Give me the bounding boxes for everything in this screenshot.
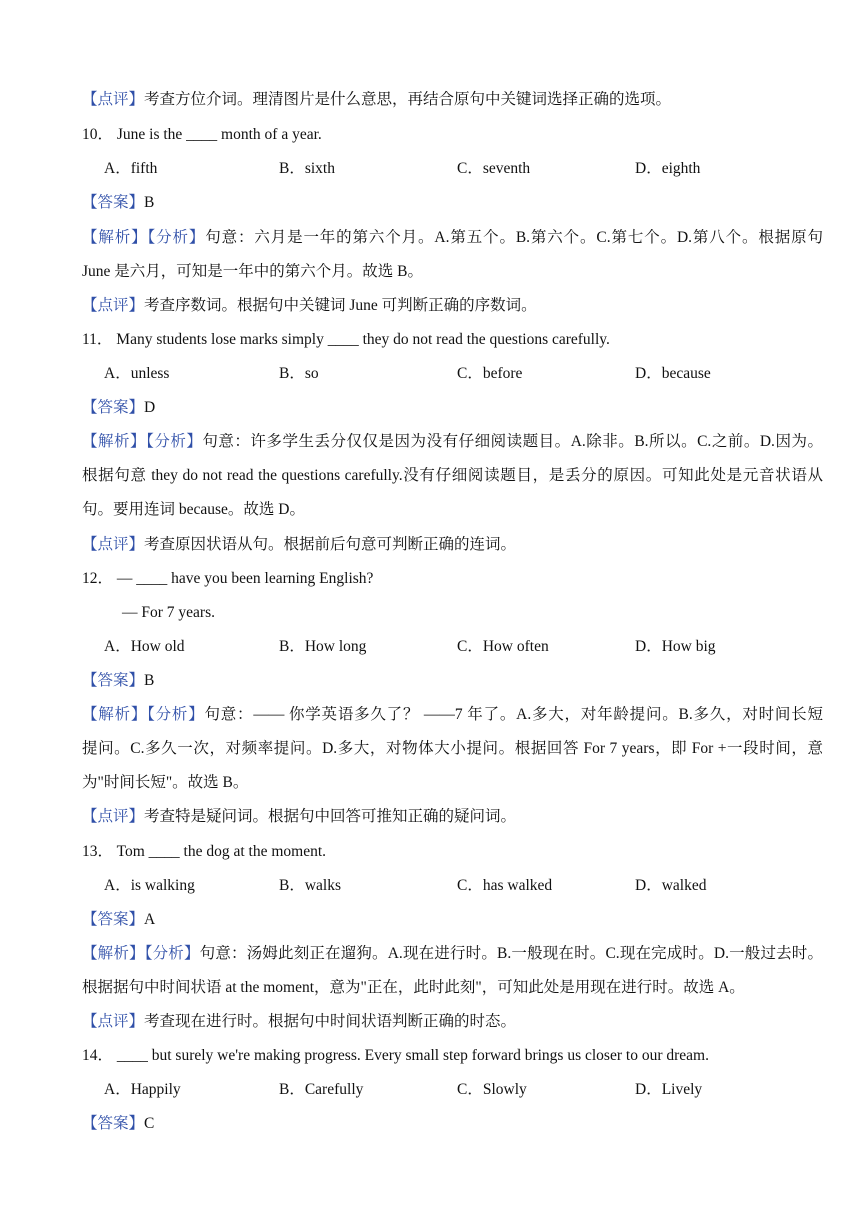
question-stem: 12． — ____ have you been learning English?: [82, 570, 374, 587]
option-d: D．walked: [635, 877, 707, 894]
answer-value: B: [144, 194, 155, 211]
question-stem: 14． ____ but surely we're making progress. Every small step forward brings us closer to our dream.: [82, 1047, 709, 1064]
option-c: C．before: [457, 365, 523, 382]
option-b: B．How long: [279, 638, 367, 655]
answer-line: [82, 910, 823, 930]
comment-line: [82, 535, 823, 555]
comment-label: 【点评】: [82, 536, 145, 553]
option-b: B．sixth: [279, 160, 335, 177]
answer-value: A: [144, 911, 156, 928]
option-d: D．Lively: [635, 1081, 703, 1098]
option-a: A．is walking: [104, 877, 195, 894]
answer-line: [82, 671, 823, 691]
analysis-label: 【解析】: [82, 229, 148, 246]
analysis-line: 提问。C.多久一次，对频率提问。D.多大，对物体大小提问。根据回答 For 7 years，即 For +一段时间，意: [82, 740, 823, 757]
analysis-line: [82, 944, 823, 964]
answer-value: D: [144, 399, 156, 416]
analysis-label: 【解析】: [82, 706, 148, 723]
answer-label: 【答案】: [82, 194, 145, 211]
answer-label: 【答案】: [82, 1115, 145, 1132]
analysis-line: 根据句意 they do not read the questions carefully.没有仔细阅读题目，是丢分的原因。可知此处是元音状语从: [82, 467, 823, 484]
comment-text: 考查现在进行时。根据句中时间状语判断正确的时态。: [144, 1013, 517, 1030]
comment-text: 考查特是疑问词。根据句中回答可推知正确的疑问词。: [144, 808, 517, 825]
answer-label: 【答案】: [82, 672, 145, 689]
option-a: A．unless: [104, 365, 170, 382]
fenxi-label: 【分析】: [146, 433, 203, 450]
option-a: A．fifth: [104, 160, 158, 177]
answer-value: C: [144, 1115, 155, 1132]
analysis-text: 句意：汤姆此刻正在遛狗。A.现在进行时。B.一般现在时。C.现在完成时。D.一般过去时。: [199, 945, 823, 962]
option-a: A．Happily: [104, 1081, 181, 1098]
option-b: B．so: [279, 365, 319, 382]
analysis-label: 【解析】: [82, 433, 147, 450]
answer-line: [82, 193, 823, 213]
answer-line: [82, 1114, 823, 1134]
analysis-line: 根据据句中时间状语 at the moment，意为"正在，此时此刻"，可知此处是用现在进行时。故选 A。: [82, 979, 745, 996]
comment-label: 【点评】: [82, 297, 145, 314]
analysis-label: 【解析】: [82, 945, 145, 962]
comment-label: 【点评】: [82, 1013, 145, 1030]
question-stem: 10． June is the ____ month of a year.: [82, 126, 322, 143]
comment-text: 考查序数词。根据句中关键词 June 可判断正确的序数词。: [144, 297, 537, 314]
analysis-text: 句意：—— 你学英语多久了？ ——7 年了。A.多大，对年龄提问。B.多久，对时间长短: [204, 706, 823, 723]
option-c: C．How often: [457, 638, 549, 655]
fenxi-label: 【分析】: [147, 229, 206, 246]
question-stem: 13． Tom ____ the dog at the moment.: [82, 843, 327, 860]
answer-value: B: [144, 672, 155, 689]
option-d: D．because: [635, 365, 711, 382]
analysis-text: 句意：六月是一年的第六个月。A.第五个。B.第六个。C.第七个。D.第八个。根据原句: [205, 229, 823, 246]
question-response: — For 7 years.: [122, 604, 215, 621]
comment-line: [82, 90, 823, 110]
answer-label: 【答案】: [82, 911, 145, 928]
analysis-text: 句意：许多学生丢分仅仅是因为没有仔细阅读题目。A.除非。B.所以。C.之前。D.因为。: [202, 433, 823, 450]
analysis-line: [82, 228, 823, 248]
option-a: A．How old: [104, 638, 185, 655]
option-c: C．Slowly: [457, 1081, 527, 1098]
answer-line: [82, 398, 823, 418]
analysis-line: June 是六月，可知是一年中的第六个月。故选 B。: [82, 263, 424, 280]
analysis-line: [82, 432, 823, 452]
analysis-line: [82, 705, 823, 725]
comment-label: 【点评】: [82, 91, 145, 108]
comment-text: 考查方位介词。理清图片是什么意思，再结合原句中关键词选择正确的选项。: [144, 91, 672, 108]
fenxi-label: 【分析】: [144, 945, 200, 962]
answer-label: 【答案】: [82, 399, 145, 416]
option-b: B．walks: [279, 877, 342, 894]
option-d: D．eighth: [635, 160, 701, 177]
comment-line: [82, 1012, 823, 1032]
fenxi-label: 【分析】: [147, 706, 205, 723]
comment-line: [82, 807, 823, 827]
option-d: D．How big: [635, 638, 716, 655]
option-c: C．has walked: [457, 877, 553, 894]
comment-text: 考查原因状语从句。根据前后句意可判断正确的连词。: [144, 536, 517, 553]
analysis-line: 句。要用连词 because。故选 D。: [82, 501, 305, 518]
comment-line: [82, 296, 823, 316]
question-stem: 11． Many students lose marks simply ____ they do not read the questions carefully.: [82, 331, 610, 348]
comment-label: 【点评】: [82, 808, 145, 825]
analysis-line: 为"时间长短"。故选 B。: [82, 774, 249, 791]
option-b: B．Carefully: [279, 1081, 364, 1098]
option-c: C．seventh: [457, 160, 531, 177]
